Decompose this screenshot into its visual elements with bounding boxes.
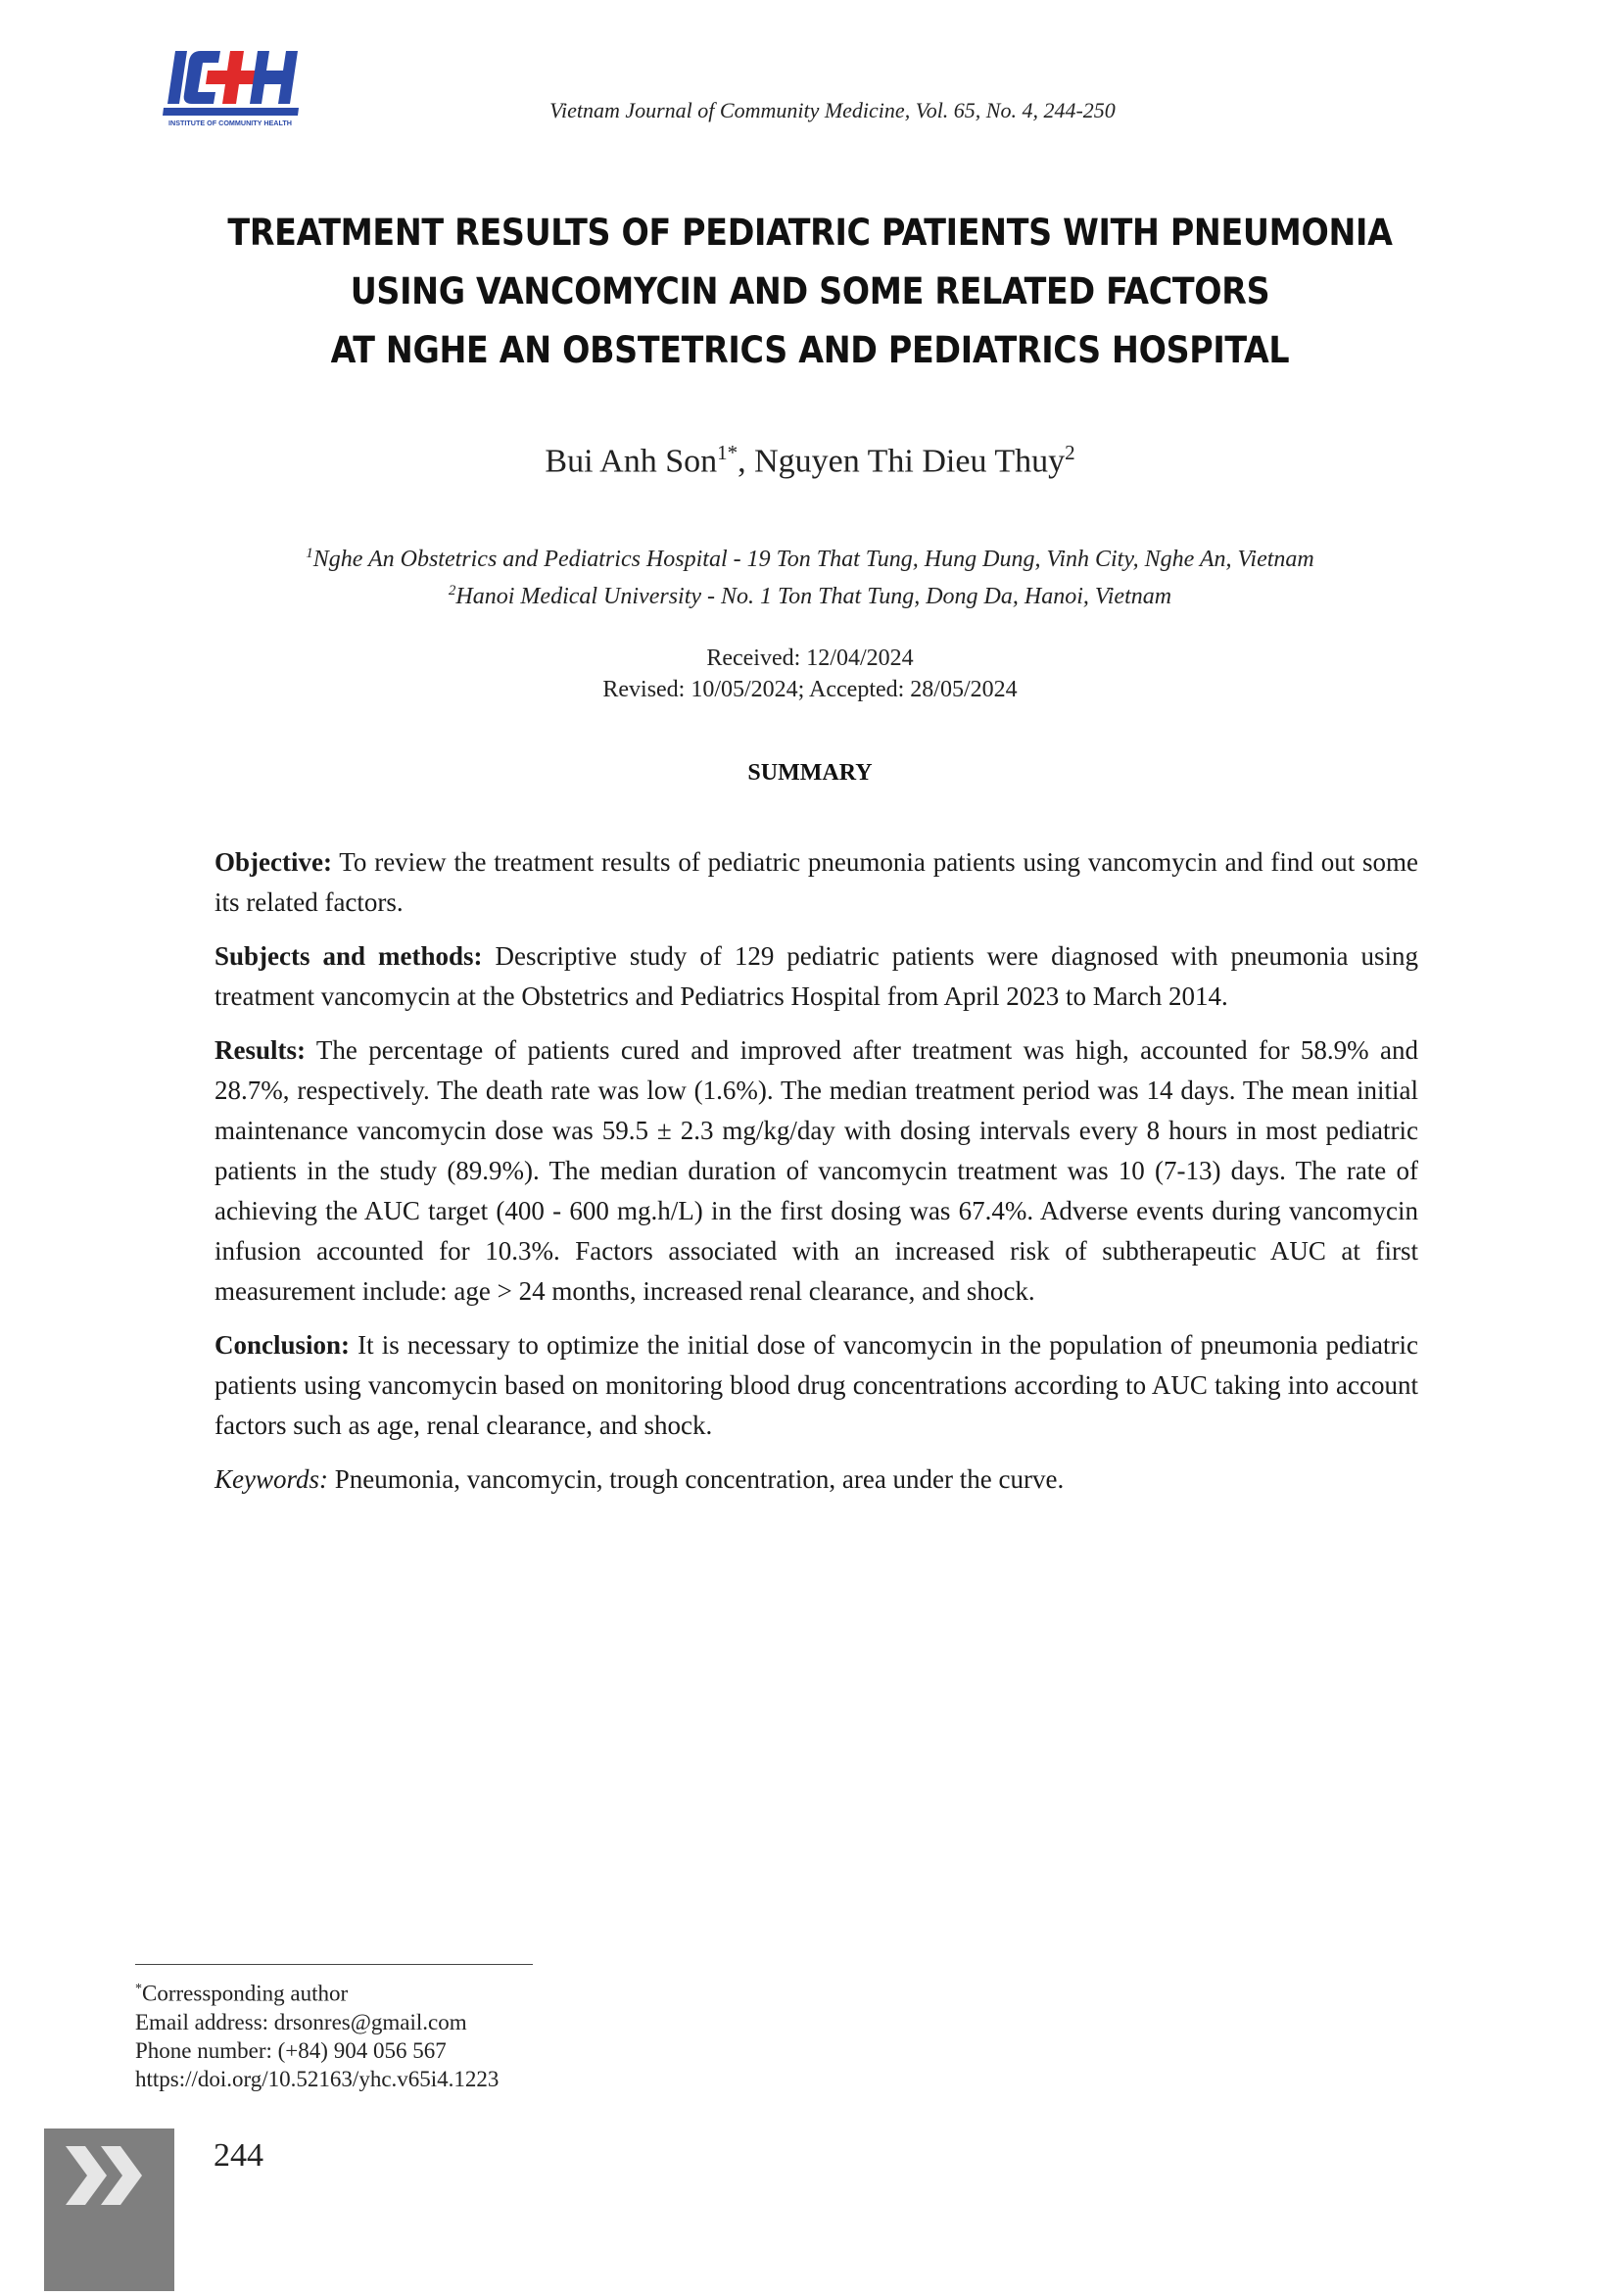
methods-paragraph [214,936,1418,1017]
results-paragraph [214,1030,1418,1312]
title-line-2: USING VANCOMYCIN AND SOME RELATED FACTORS [350,270,1270,312]
author-list [196,441,1424,480]
corresponding-author-note [135,1975,821,2008]
conclusion-paragraph [214,1325,1418,1446]
double-chevron-icon [44,2129,174,2291]
journal-citation: Vietnam Journal of Community Medicine, Vol. 65, No. 4, 244-250 [549,98,1116,122]
abstract [214,842,1418,1513]
affiliation-1-marker: 1 [306,546,313,561]
journal-logo [152,45,309,131]
footnote-divider [135,1964,533,1965]
logo-subtext: INSTITUTE OF COMMUNITY HEALTH [168,119,292,127]
affiliations [157,538,1463,612]
phone-number: Phone number: (+84) 904 056 567 [135,2037,447,2063]
author-2: Nguyen Thi Dieu Thuy [754,443,1066,480]
affiliation-1-text: Nghe An Obstetrics and Pediatrics Hospital - 19 Ton That Tung, Hung Dung, Vinh City, Nghe An, Vietnam [312,547,1314,572]
title-line-1: TREATMENT RESULTS OF PEDIATRIC PATIENTS WITH PNEUMONIA [227,212,1393,254]
page-footer-tab [44,2129,174,2291]
summary-heading: SUMMARY [747,760,873,786]
objective-paragraph [214,842,1418,923]
results-label: Results: [214,1035,306,1065]
corresponding-author-label: Corressponding author [142,1981,349,2006]
objective-label: Objective: [214,847,332,877]
affiliation-2-text: Hanoi Medical University - No. 1 Ton That Tung, Dong Da, Hanoi, Vietnam [455,584,1172,609]
author-1-affiliation-marker: 1* [717,441,739,464]
results-text: The percentage of patients cured and improved after treatment was high, accounted for 58.9% and 28.7%, respectively. The death rate was low (1.6%). The median treatment period was 14 days. The mean initial maintenance vancomycin dose was 59.5 ± 2.3 mg/kg/day with dosing intervals every 8 hours in most pediatric patients in the study (89.9%). The median duration of vancomycin treatment was 10 (7-13) days. The rate of achieving the AUC target (400 - 600 mg.h/L) in the first dosing was 67.4%. Adverse events during vancomycin infusion accounted for 10.3%. Factors associated with an increased risk of subtherapeutic AUC at first measurement include: age > 24 months, increased renal clearance, and shock. [214,1035,1418,1306]
doi-link[interactable]: https://doi.org/10.52163/yhc.v65i4.1223 [135,2066,500,2091]
footnotes [135,1975,821,2093]
conclusion-label: Conclusion: [214,1330,351,1360]
author-separator: , [738,443,755,480]
article-dates [196,643,1424,705]
conclusion-text: It is necessary to optimize the initial dose of vancomycin in the population of pneumonia pediatric patients using vancomycin based on monitoring blood drug concentrations according to AUC taking into account factors such as age, renal clearance, and shock. [214,1330,1418,1440]
email-address: Email address: drsonres@gmail.com [135,2009,467,2034]
received-date: Received: 12/04/2024 [706,646,914,671]
keywords-label: Keywords: [214,1464,328,1494]
author-2-affiliation-marker: 2 [1065,441,1075,464]
methods-text: Descriptive study of 129 pediatric patients were diagnosed with pneumonia using treatment vancomycin at the Obstetrics and Pediatrics Hospital from April 2023 to March 2014. [214,941,1418,1011]
methods-label: Subjects and methods: [214,941,483,971]
revised-accepted-dates: Revised: 10/05/2024; Accepted: 28/05/2024 [602,677,1018,702]
objective-text: To review the treatment results of pediatric pneumonia patients using vancomycin and find out some its related factors. [214,847,1418,917]
author-1: Bui Anh Son [545,443,718,480]
keywords-paragraph [214,1459,1418,1500]
affiliation-1 [157,538,1463,575]
affiliation-2-marker: 2 [448,583,456,598]
ich-logo-icon [152,45,309,131]
keywords-text: Pneumonia, vancomycin, trough concentration, area under the curve. [328,1464,1065,1494]
title-line-3: AT NGHE AN OBSTETRICS AND PEDIATRICS HOSPITAL [330,329,1290,371]
article-title [157,204,1463,380]
affiliation-2 [157,575,1463,612]
page-number: 244 [214,2137,263,2174]
footnote-marker: * [135,1982,142,1996]
